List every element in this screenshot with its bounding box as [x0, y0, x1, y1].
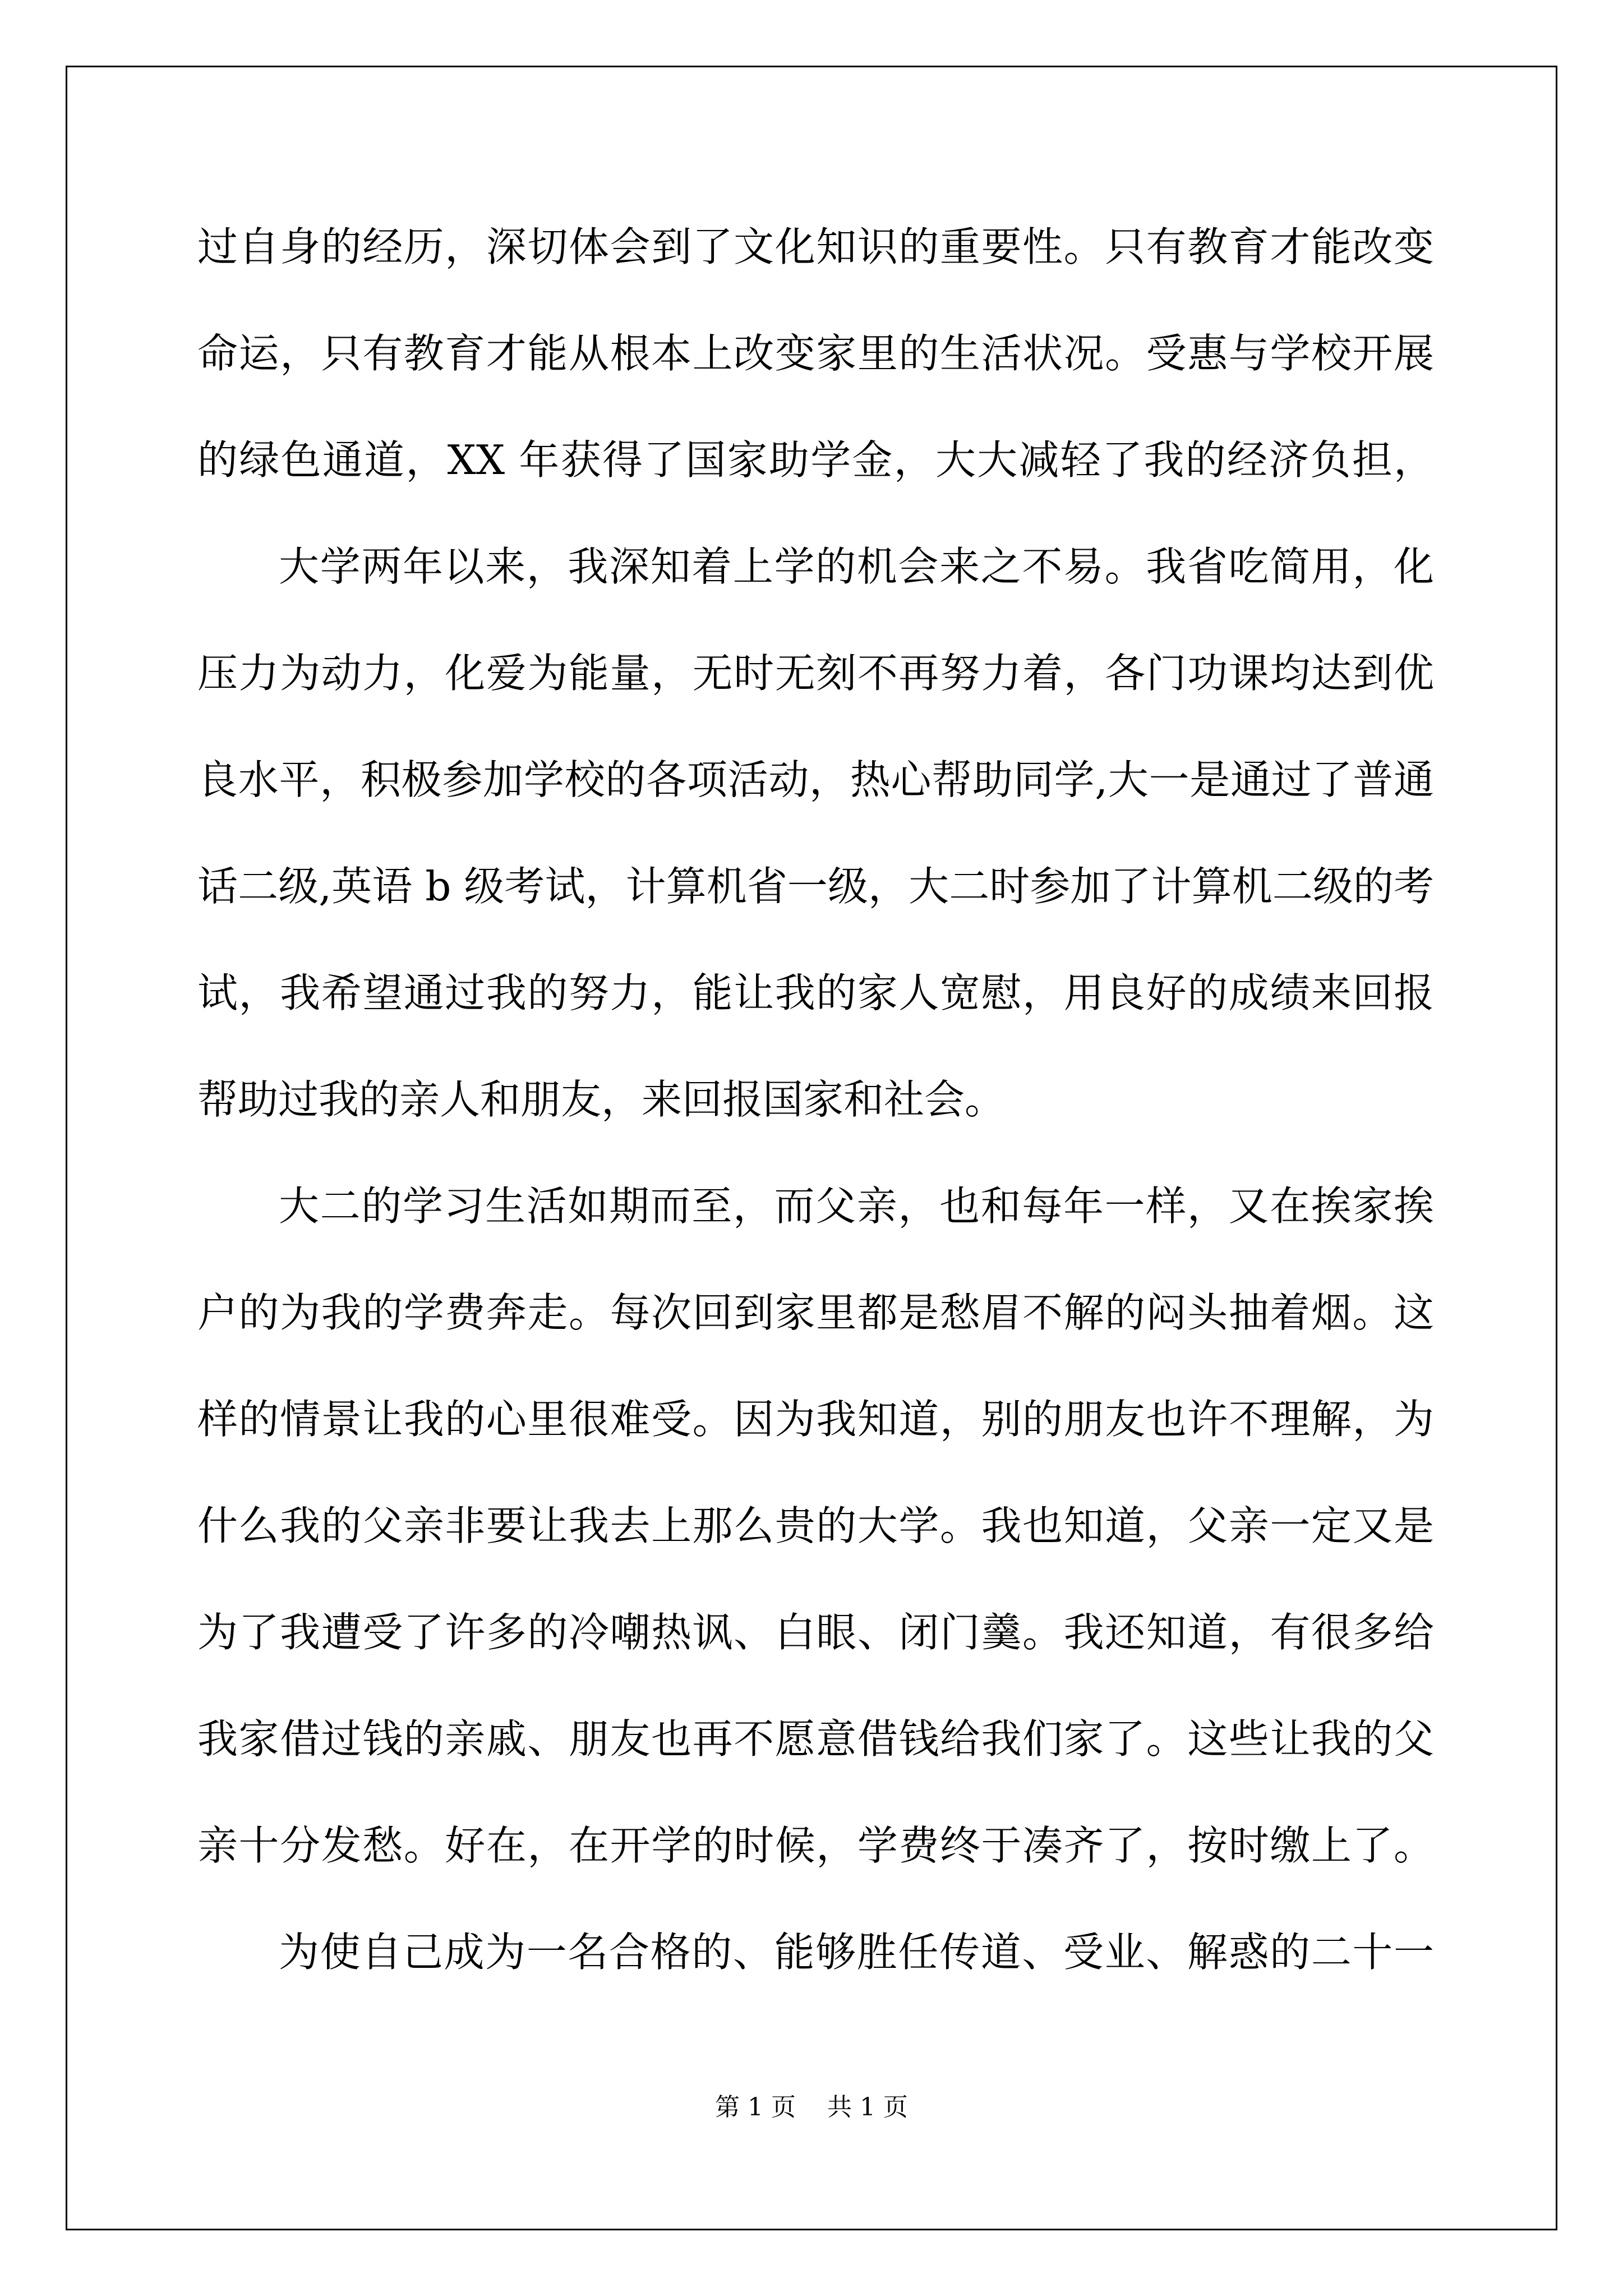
paragraph-line: 过自身的经历，深切体会到了文化知识的重要性。只有教育才能改变: [197, 223, 1434, 270]
paragraph-line: 样的情景让我的心里很难受。因为我知道，别的朋友也许不理解，为: [197, 1396, 1434, 1443]
paragraph-line: 为了我遭受了许多的冷嘲热讽、白眼、闭门羹。我还知道，有很多给: [197, 1609, 1434, 1656]
paragraph-line: 的绿色通道，XX 年获得了国家助学金，大大减轻了我的经济负担，: [197, 436, 1434, 484]
paragraph-line: 大学两年以来，我深知着上学的机会来之不易。我省吃简用，化: [279, 543, 1434, 590]
page-border: [66, 66, 1557, 2230]
paragraph-line: 压力为动力，化爱为能量，无时无刻不再努力着，各门功课均达到优: [197, 650, 1434, 697]
page-footer: 第 1 页 共 1 页: [715, 2093, 908, 2122]
paragraph-line: 亲十分发愁。好在，在开学的时候，学费终于凑齐了，按时缴上了。: [197, 1822, 1434, 1869]
paragraph-line: 良水平，积极参加学校的各项活动，热心帮助同学,大一是通过了普通: [197, 756, 1434, 803]
paragraph-line: 命运，只有教育才能从根本上改变家里的生活状况。受惠与学校开展: [197, 330, 1434, 377]
paragraph-line: 为使自己成为一名合格的、能够胜任传道、受业、解惑的二十一: [279, 1929, 1434, 1976]
paragraph-line: 户的为我的学费奔走。每次回到家里都是愁眉不解的闷头抽着烟。这: [197, 1289, 1434, 1336]
paragraph-line: 试，我希望通过我的努力，能让我的家人宽慰，用良好的成绩来回报: [197, 969, 1434, 1016]
paragraph-line: 帮助过我的亲人和朋友，来回报国家和社会。: [197, 1076, 1006, 1123]
paragraph-line: 话二级,英语 b 级考试，计算机省一级，大二时参加了计算机二级的考: [197, 863, 1434, 910]
paragraph-line: 大二的学习生活如期而至，而父亲，也和每年一样，又在挨家挨: [279, 1182, 1434, 1230]
paragraph-line: 什么我的父亲非要让我去上那么贵的大学。我也知道，父亲一定又是: [197, 1502, 1434, 1549]
paragraph-line: 我家借过钱的亲戚、朋友也再不愿意借钱给我们家了。这些让我的父: [197, 1715, 1434, 1763]
